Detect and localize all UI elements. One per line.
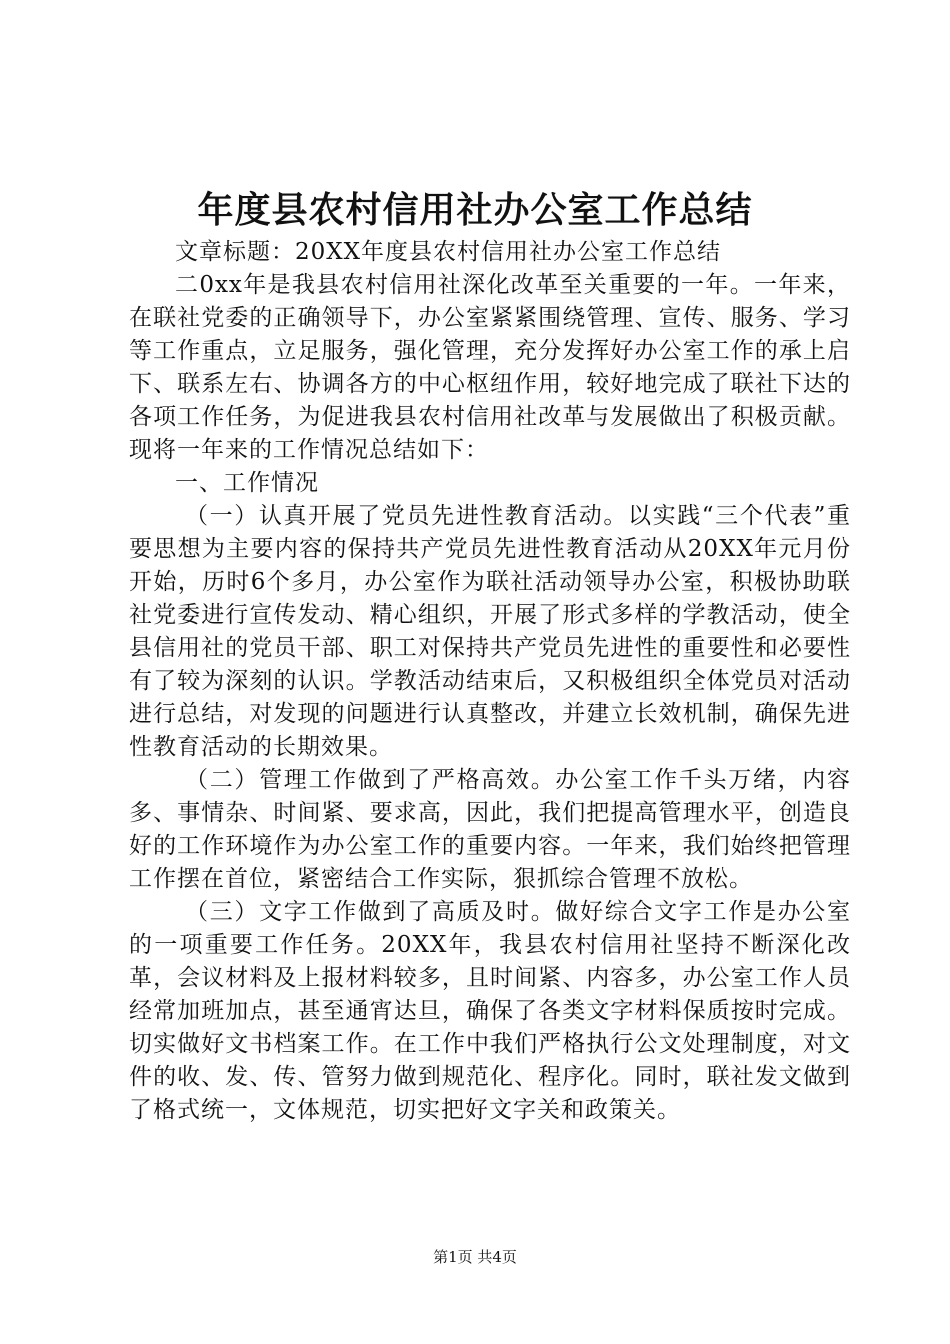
section-heading-work-status: 一、工作情况: [175, 470, 319, 496]
page-footer: 第1页 共4页: [433, 1248, 517, 1266]
paragraph-item-3: （三）文字工作做到了高质及时。做好综合文字工作是办公室的一项重要工作任务。20XX年，我县农村信用社坚持不断深化改革，会议材料及上报材料较多，且时间紧、内容多，办公室工作人员经常加班加点，甚至通宵达旦，确保了各类文字材料保质按时完成。切实做好文书档案工作。在工作中我们严格执行公文处理制度，对文件的收、发、传、管努力做到规范化、程序化。同时，联社发文做到了格式统一，文体规范，切实把好文字关和政策关。: [129, 899, 851, 1123]
document-title: 年度县农村信用社办公室工作总结: [197, 189, 753, 231]
paragraph-intro: 二0xx年是我县农村信用社深化改革至关重要的一年。一年来，在联社党委的正确领导下，办公室紧紧围绕管理、宣传、服务、学习等工作重点，立足服务，强化管理，充分发挥好办公室工作的承上启下、联系左右、协调各方的中心枢纽作用，较好地完成了联社下达的各项工作任务，为促进我县农村信用社改革与发展做出了积极贡献。现将一年来的工作情况总结如下：: [129, 272, 851, 463]
paragraph-item-1: （一）认真开展了党员先进性教育活动。以实践“三个代表”重要思想为主要内容的保持共产党员先进性教育活动从20XX年元月份开始，历时6个多月，办公室作为联社活动领导办公室，积极协助联社党委进行宣传发动、精心组织，开展了形式多样的学教活动，使全县信用社的党员干部、职工对保持共产党员先进性的重要性和必要性有了较为深刻的认识。学教活动结束后，又积极组织全体党员对活动进行总结，对发现的问题进行认真整改，并建立长效机制，确保先进性教育活动的长期效果。: [129, 503, 851, 760]
paragraph-item-2: （二）管理工作做到了严格高效。办公室工作千头万绪，内容多、事情杂、时间紧、要求高，因此，我们把提高管理水平，创造良好的工作环境作为办公室工作的重要内容。一年来，我们始终把管理工作摆在首位，紧密结合工作实际，狠抓综合管理不放松。: [129, 767, 851, 892]
document-body: [129, 236, 851, 1127]
article-title-line: 文章标题：20XX年度县农村信用社办公室工作总结: [175, 239, 722, 265]
